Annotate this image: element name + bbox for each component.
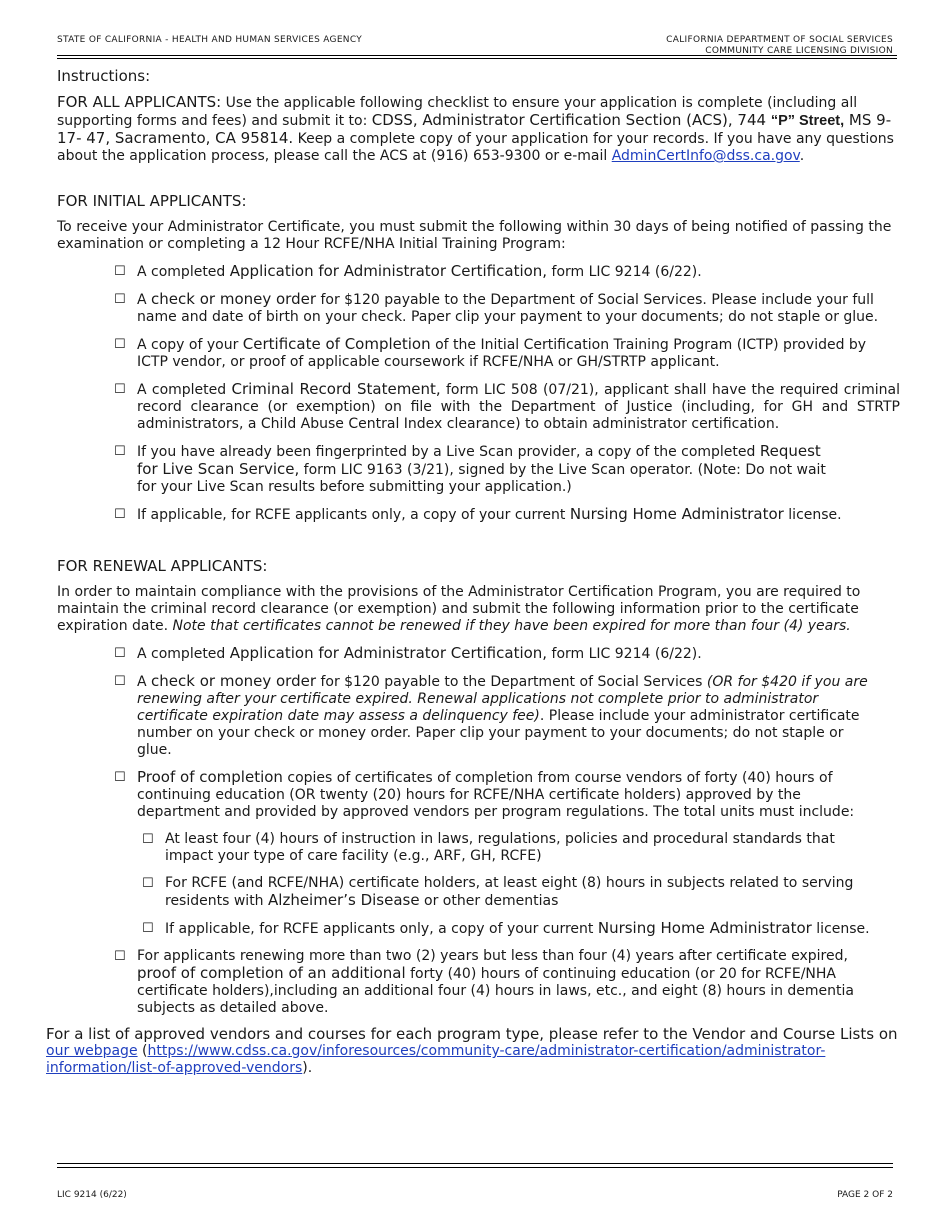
vendor-list-text: For a list of approved vendors and courses for each program type, please refer to the Vendor and Course Lists on: [46, 1025, 898, 1043]
checkbox-icon[interactable]: ☐: [114, 674, 126, 689]
item-emph: Proof of completion: [137, 768, 283, 786]
item-emph: check or money order: [151, 290, 316, 308]
checkbox-icon[interactable]: ☐: [114, 264, 126, 279]
item-emph: proof of completion of an additional: [137, 964, 406, 982]
checkbox-icon[interactable]: ☐: [114, 507, 126, 522]
vendor-url-link[interactable]: https://www.cdss.ca.gov/inforesources/community-care/administrator-certification/administrator-information/list-of-approved-vendors: [46, 1043, 826, 1076]
footer-rule-bottom: [57, 1167, 893, 1168]
renewal-subitem-laws: [57, 831, 900, 865]
item-text: For applicants renewing more than two (2) years but less than four (4) years after certificate expired,: [137, 948, 848, 964]
all-applicants-paragraph: [57, 94, 900, 165]
paren-close: ).: [302, 1060, 313, 1076]
renewal-item-application: [57, 645, 900, 663]
checkbox-icon[interactable]: ☐: [142, 876, 154, 891]
instructions-heading: Instructions:: [57, 67, 151, 85]
initial-item-criminal-record: [57, 381, 900, 433]
acs-address-2: MS 9-17- 47, Sacramento, CA 95814.: [57, 111, 892, 147]
item-text: At least four (4) hours of instruction in laws, regulations, policies and procedural standards that impact your type of care facility (e.g., ARF, GH, RCFE): [165, 831, 835, 864]
item-emph: Application for Administrator Certification,: [229, 262, 548, 280]
all-applicants-text-1: Use the applicable following checklist to ensure your application is complete (including all supporting forms and fees) and submit it to:: [57, 95, 858, 129]
department-header: [666, 35, 893, 57]
item-text: form LIC 9163 (3/21), signed by the Live Scan operator. (Note: Do not wait for your Live Scan results before submitting your application.): [137, 462, 826, 495]
item-italic: (OR for $420 if you are renewing after your certificate expired. Renewal applications not complete prior to administrator certificate expiration date may assess a delinquency fee): [137, 674, 868, 724]
instructions-content: [57, 68, 900, 1027]
item-text: license.: [811, 921, 870, 937]
renewal-subitem-dementia: [57, 875, 900, 910]
item-text: If you have already been fingerprinted by a Live Scan provider, a copy of the completed: [137, 444, 760, 460]
item-text: license.: [783, 507, 842, 523]
checkbox-icon[interactable]: ☐: [114, 382, 126, 397]
item-emph: Nursing Home Administrator: [597, 919, 812, 937]
item-emph: Nursing Home Administrator: [569, 505, 784, 523]
form-number: LIC 9214 (6/22): [57, 1190, 127, 1200]
renewal-checklist: [57, 645, 900, 1017]
item-text: A completed: [137, 382, 232, 398]
item-text: A: [137, 674, 152, 690]
acs-address-1: CDSS, Administrator Certification Section (ACS), 744: [371, 111, 771, 129]
renewal-item-payment: [57, 673, 900, 759]
division-name: COMMUNITY CARE LICENSING DIVISION: [705, 46, 893, 56]
item-text: forty (40) hours of continuing education (or 20 for RCFE/NHA certificate holders),including an additional four (4) hours in laws, etc., and eight (8) hours in dementia subjects as detailed above.: [137, 966, 854, 1016]
vendor-links: [46, 1043, 901, 1077]
renewal-subitem-nha-license: [57, 920, 900, 938]
item-text: copies of certificates of completion from course vendors of forty (40) hours of continuing education (OR twenty (20) hours for RCFE/NHA certificate holders) approved by the department and provided by approved vendors per program regulations. The total units must include:: [137, 770, 855, 820]
item-text: A completed: [137, 646, 230, 662]
initial-item-nha-license: [57, 506, 900, 524]
item-emph: Application for Administrator Certification,: [229, 644, 548, 662]
page-number: PAGE 2 OF 2: [837, 1190, 893, 1200]
initial-intro: To receive your Administrator Certificate, you must submit the following within 30 days of being notified of passing the examination or completing a 12 Hour RCFE/NHA Initial Training Program:: [57, 219, 892, 252]
paren-open: (: [137, 1043, 148, 1059]
all-applicants-label: FOR ALL APPLICANTS:: [57, 93, 222, 111]
item-text: form LIC 9214 (6/22).: [547, 646, 702, 662]
item-text: A completed: [137, 264, 230, 280]
department-name: CALIFORNIA DEPARTMENT OF SOCIAL SERVICES: [666, 35, 893, 45]
checkbox-icon[interactable]: ☐: [142, 832, 154, 847]
item-emph: Certificate of Completion: [242, 335, 431, 353]
checkbox-icon[interactable]: ☐: [114, 337, 126, 352]
item-text: or other dementias: [419, 893, 559, 909]
renewal-intro-text: In order to maintain compliance with the provisions of the Administrator Certification Program, you are required to maintain the criminal record clearance (or exemption) and submit the following information prior to the certificate expiration date.: [57, 584, 861, 634]
period: .: [799, 148, 805, 164]
item-text: . Please include your administrator certificate number on your check or money order. Paper clip your payment to your documents; do not staple or glue.: [137, 708, 860, 758]
initial-checklist: [57, 263, 900, 524]
item-text: For RCFE (and RCFE/NHA) certificate holders, at least eight (8) hours in subjects related to serving residents with: [165, 875, 854, 909]
item-text: for $120 payable to the Department of Social Services: [316, 674, 707, 690]
initial-applicants-heading: FOR INITIAL APPLICANTS:: [57, 192, 247, 210]
item-text: form LIC 9214 (6/22).: [547, 264, 702, 280]
initial-item-live-scan: [57, 443, 900, 496]
footer-rule-top: [57, 1163, 893, 1164]
header-rule-bottom: [57, 58, 897, 59]
item-emph: Criminal Record Statement,: [231, 380, 441, 398]
checkbox-icon[interactable]: ☐: [114, 646, 126, 661]
renewal-intro-note: Note that certificates cannot be renewed if they have been expired for more than four (4) years.: [172, 618, 851, 634]
renewal-applicants-heading: FOR RENEWAL APPLICANTS:: [57, 557, 268, 575]
all-applicants-text-2: Keep a complete copy of your application for your records. If you have any questions about the application process, please call the ACS at (916) 653-9300 or e-mail: [57, 131, 894, 164]
initial-item-application: [57, 263, 900, 281]
header-rule-top: [57, 55, 897, 56]
item-text: A copy of your: [137, 337, 243, 353]
item-text: for $120 payable to the Department of Social Services. Please include your full name and date of birth on your check. Paper clip your payment to your documents; do not staple or glue.: [137, 292, 879, 325]
item-emph: check or money order: [151, 672, 316, 690]
item-text: of the Initial Certification Training Program (ICTP) provided by ICTP vendor, or proof of applicable coursework if RCFE/NHA or GH/STRTP applicant.: [137, 337, 867, 370]
item-text: form LIC 508 (07/21), applicant shall have the required criminal record clearance (or exemption) on file with the Department of Justice (including, for GH and STRTP administrators, a Child Abuse Central Index clearance) to obtain administrator certification.: [137, 382, 900, 432]
renewal-item-additional-hours: [57, 948, 900, 1017]
renewal-intro: [57, 584, 900, 635]
renewal-item-proof: [57, 769, 900, 821]
item-emph: Alzheimer’s Disease: [268, 891, 420, 909]
acs-address-street: “P” Street,: [770, 113, 845, 129]
item-text: A: [137, 292, 152, 308]
item-emph: Request for Live Scan Service,: [137, 442, 821, 478]
initial-item-certificate: [57, 336, 900, 371]
checkbox-icon[interactable]: ☐: [114, 770, 126, 785]
item-text: If applicable, for RCFE applicants only, a copy of your current: [137, 507, 570, 523]
initial-item-payment: [57, 291, 900, 326]
checkbox-icon[interactable]: ☐: [114, 949, 126, 964]
agency-header: STATE OF CALIFORNIA - HEALTH AND HUMAN SERVICES AGENCY: [57, 35, 363, 45]
email-link[interactable]: AdminCertInfo@dss.ca.gov: [611, 148, 800, 164]
checkbox-icon[interactable]: ☐: [114, 444, 126, 459]
vendor-list-note: [46, 1026, 901, 1077]
checkbox-icon[interactable]: ☐: [114, 292, 126, 307]
webpage-link[interactable]: our webpage: [46, 1043, 138, 1059]
checkbox-icon[interactable]: ☐: [142, 921, 154, 936]
item-text: If applicable, for RCFE applicants only, a copy of your current: [165, 921, 598, 937]
